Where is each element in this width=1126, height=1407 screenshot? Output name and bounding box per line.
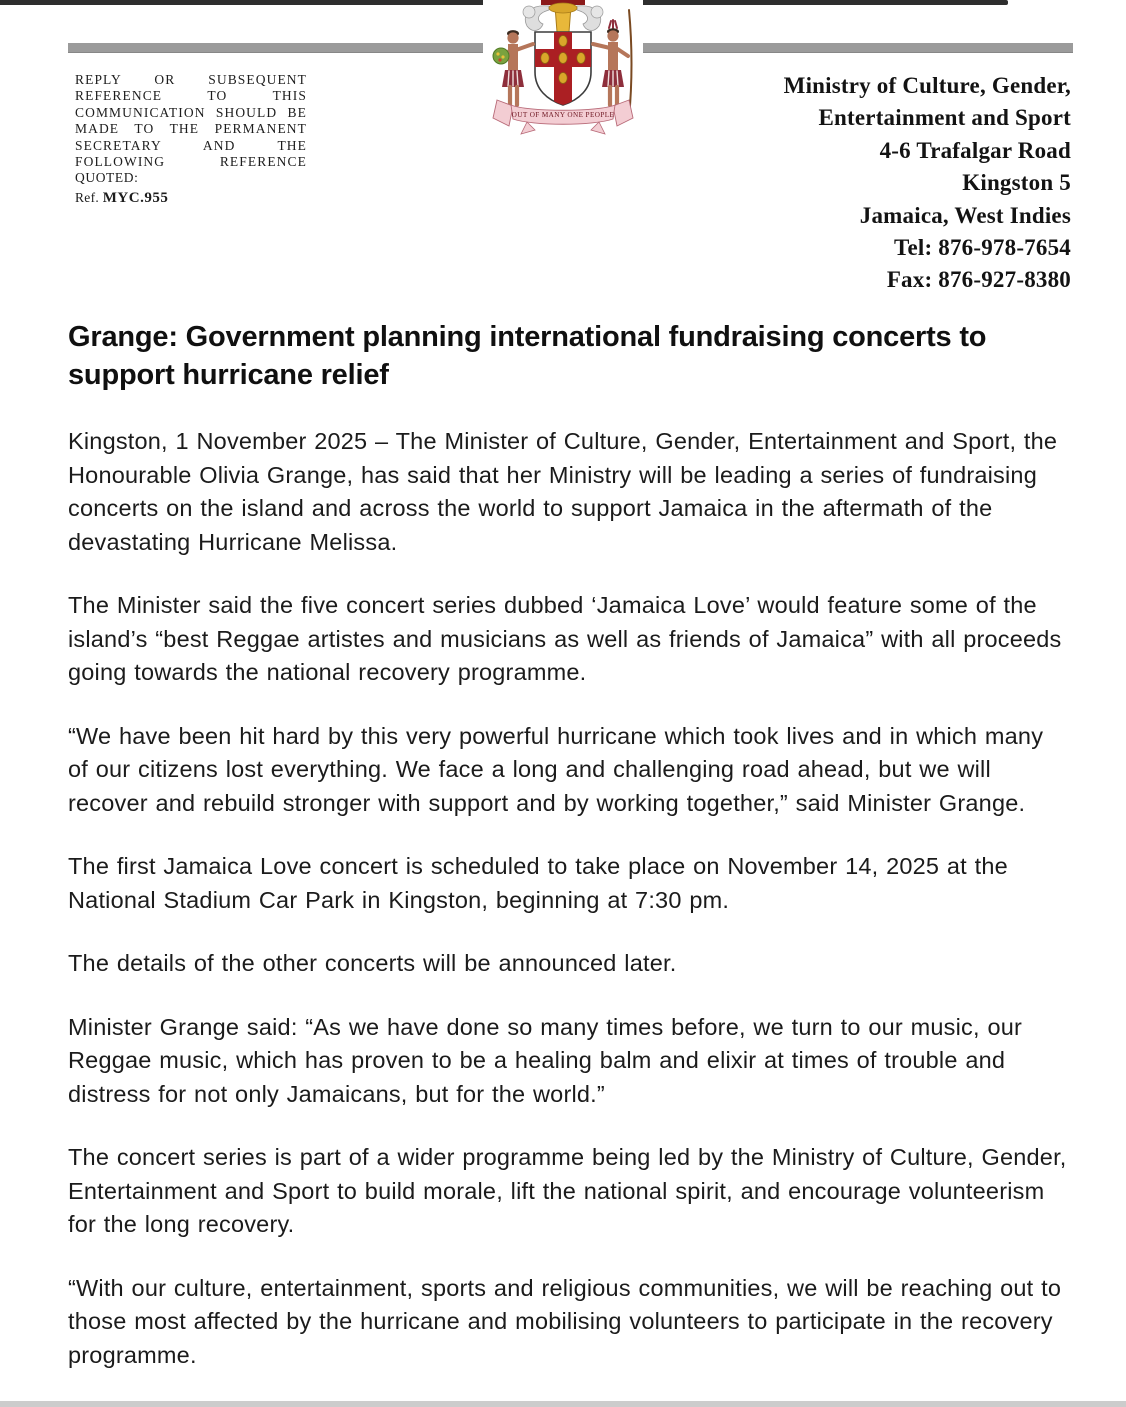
ref-label: Ref. <box>75 189 100 205</box>
press-release-body <box>68 318 1070 1402</box>
jamaica-coat-of-arms <box>483 0 643 138</box>
reply-note-line: REFERENCE TO THIS <box>75 88 307 104</box>
reply-note-line: REPLY OR SUBSEQUENT <box>75 72 307 87</box>
paragraph: Minister Grange said: “As we have done so many times before, we turn to our music, our Reggae music, which has proven to be a healing balm and elixir at times of trouble and distress for not only Jamaicans, but for the world.” <box>68 1013 1023 1107</box>
address-line: Fax: 876-927-8380 <box>886 267 1071 293</box>
paragraph: “With our culture, entertainment, sports and religious communities, we will be reaching out to those most affected by the hurricane and mobilising volunteers to participate in the recovery programme. <box>68 1274 1062 1368</box>
reply-note-line: COMMUNICATION SHOULD BE <box>75 104 307 120</box>
paragraph: The first Jamaica Love concert is scheduled to take place on November 14, 2025 at the National Stadium Car Park in Kingston, beginning at 7:30 pm. <box>68 853 1008 913</box>
address-line: Kingston 5 <box>962 170 1071 196</box>
coat-of-arms-motto: OUT OF MANY ONE PEOPLE <box>511 111 615 119</box>
ref-number: MYC.955 <box>102 189 169 206</box>
reference-number-line <box>75 190 307 206</box>
address-line: Ministry of Culture, Gender, <box>783 73 1071 98</box>
ministry-address <box>784 70 1071 297</box>
address-line: Tel: 876-978-7654 <box>894 235 1071 261</box>
paragraph: “We have been hit hard by this very powerful hurricane which took lives and in which many of our citizens lost everything. We face a long and challenging road ahead, but we will recover and rebuild stronger with support and by working together,” said Minister Grange. <box>68 722 1044 816</box>
paragraph: The concert series is part of a wider programme being led by the Ministry of Culture, Gender, Entertainment and Sport to build morale, lift the national spirit, and encourage volunteerism for the long recovery. <box>68 1144 1067 1237</box>
reply-note-line: QUOTED: <box>75 170 139 186</box>
paragraph: The Minister said the five concert series dubbed ‘Jamaica Love’ would feature some of the island’s “best Reggae artistes and musicians as well as friends of Jamaica” with all proceeds going towards the national recovery programme. <box>68 592 1062 685</box>
paragraph: Kingston, 1 November 2025 – The Minister of Culture, Gender, Entertainment and Sport, the Honourable Olivia Grange, has said that her Ministry will be leading a series of fundraising concerts on the island and across the world to support Jamaica in the aftermath of the devastating Hurricane Melissa. <box>68 428 1058 555</box>
address-line: Jamaica, West Indies <box>859 202 1071 228</box>
coat-of-arms-icon <box>483 0 643 138</box>
headline: Grange: Government planning international fundraising concerts to support hurricane relief <box>68 321 987 391</box>
address-line: Entertainment and Sport <box>818 105 1071 131</box>
reply-note-line: FOLLOWING REFERENCE <box>75 154 307 170</box>
address-line: 4-6 Trafalgar Road <box>879 137 1071 163</box>
left-supporter <box>493 30 533 105</box>
paragraph: The details of the other concerts will be announced later. <box>68 950 677 976</box>
reply-note-line: MADE TO THE PERMANENT <box>75 121 307 137</box>
reply-note-line: SECRETARY AND THE <box>75 137 307 153</box>
reply-reference-note <box>75 72 307 206</box>
page-bottom-edge <box>0 1401 1126 1407</box>
